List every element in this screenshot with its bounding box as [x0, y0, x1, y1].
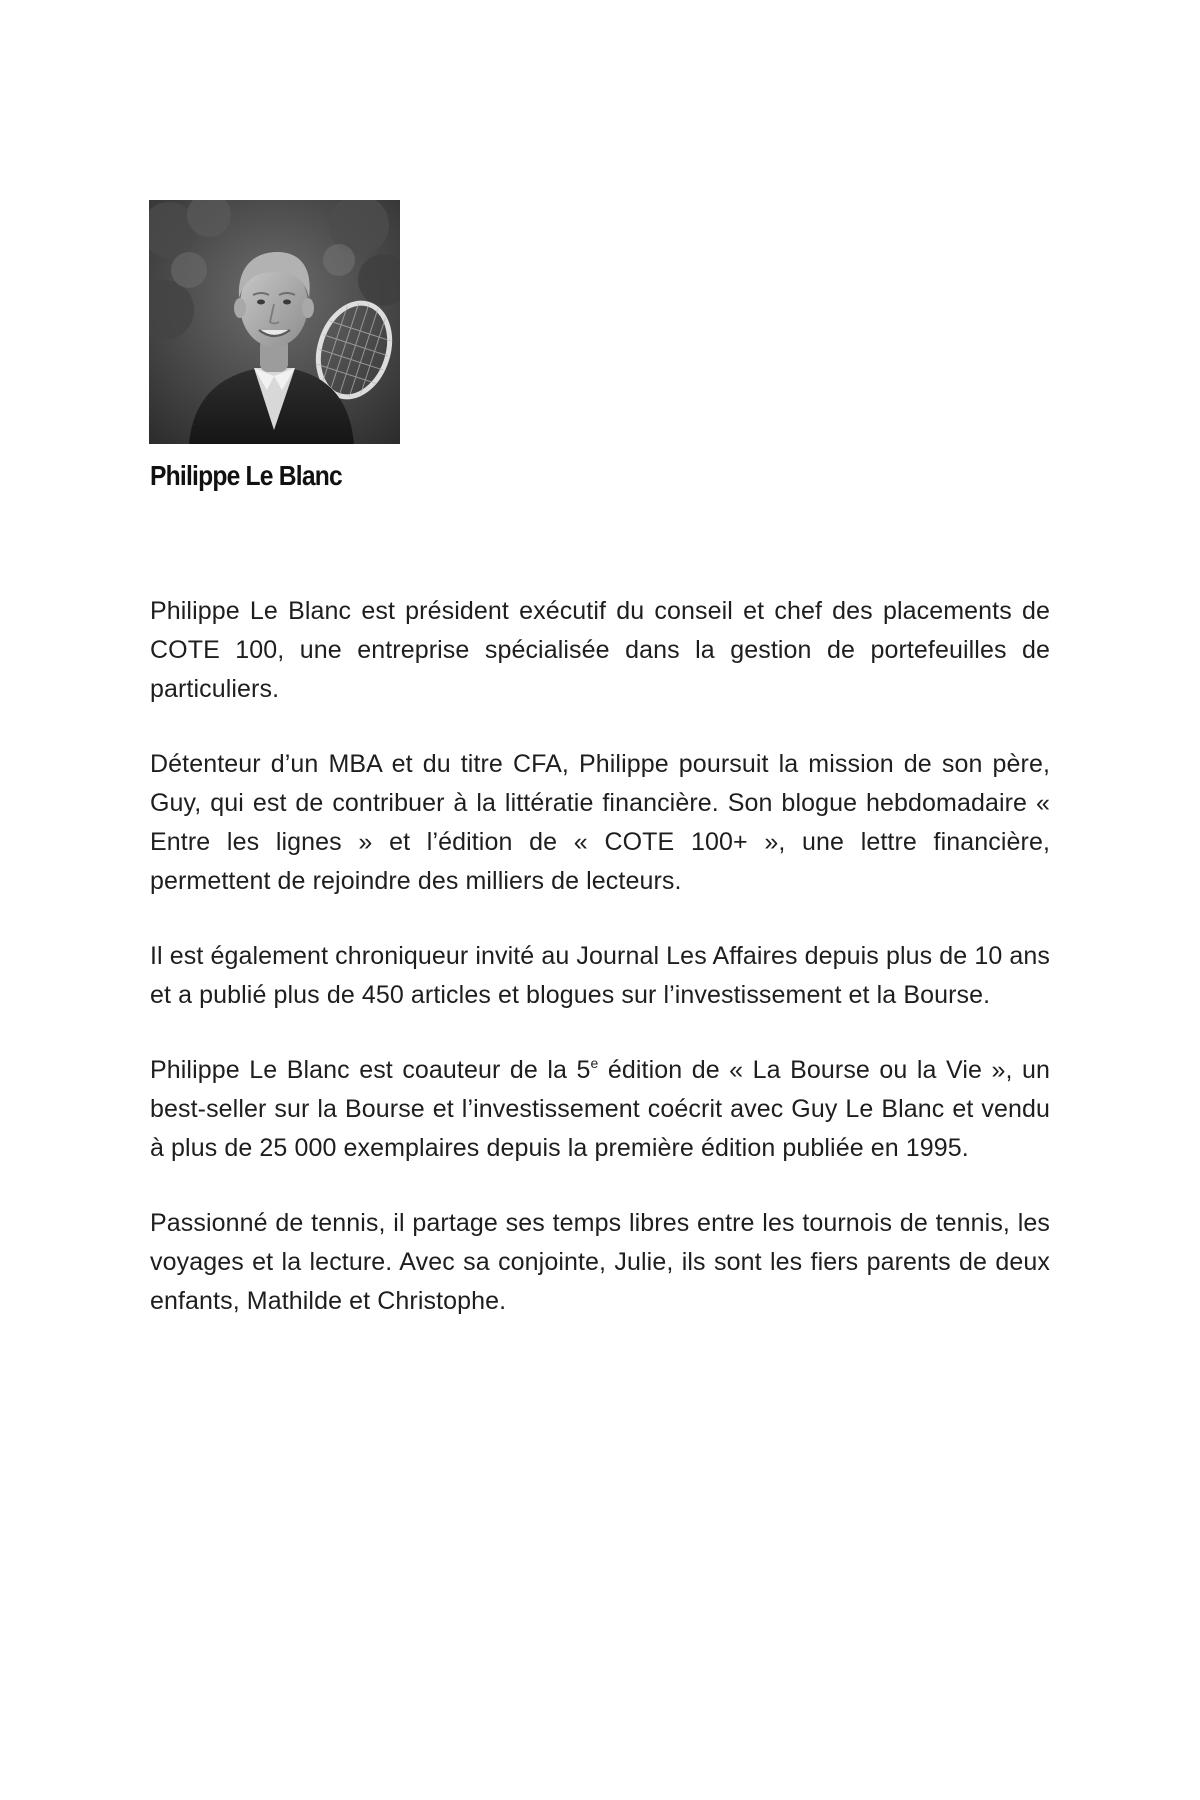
bio-paragraph-2: Détenteur d’un MBA et du titre CFA, Philippe poursuit la mission de son père, Guy, qui est de contribuer à la littératie financière. Son blogue hebdomadaire « Entre les lignes » et l’édition de « COTE 100+ », une lettre financière, permettent de rejoindre des milliers de lecteurs. [150, 750, 1050, 895]
bio-paragraph-4-end: édition de « La Bourse ou la Vie », un best-seller sur la Bourse et l’investissement coécrit avec Guy Le Blanc et vendu à plus de 25 000 exemplaires depuis la première édition publiée en 1995. [150, 1056, 1050, 1162]
author-bio [150, 592, 1050, 1357]
bio-paragraph-4 [150, 1051, 1050, 1168]
edition-superscript: e [590, 1055, 599, 1071]
bio-paragraph-3: Il est également chroniqueur invité au Journal Les Affaires depuis plus de 10 ans et a publié plus de 450 articles et blogues sur l’investissement et la Bourse. [150, 942, 1050, 1009]
bio-paragraph-1: Philippe Le Blanc est président exécutif du conseil et chef des placements de COTE 100, une entreprise spécialisée dans la gestion de portefeuilles de particuliers. [150, 597, 1050, 703]
author-photo-illustration [149, 200, 400, 444]
bio-paragraph-5: Passionné de tennis, il partage ses temps libres entre les tournois de tennis, les voyages et la lecture. Avec sa conjointe, Julie, ils sont les fiers parents de deux enfants, Mathilde et Christophe. [150, 1209, 1050, 1315]
author-photo [149, 200, 400, 444]
bio-paragraph-4-start: Philippe Le Blanc est coauteur de la 5 [150, 1056, 591, 1084]
author-name: Philippe Le Blanc [150, 460, 342, 491]
